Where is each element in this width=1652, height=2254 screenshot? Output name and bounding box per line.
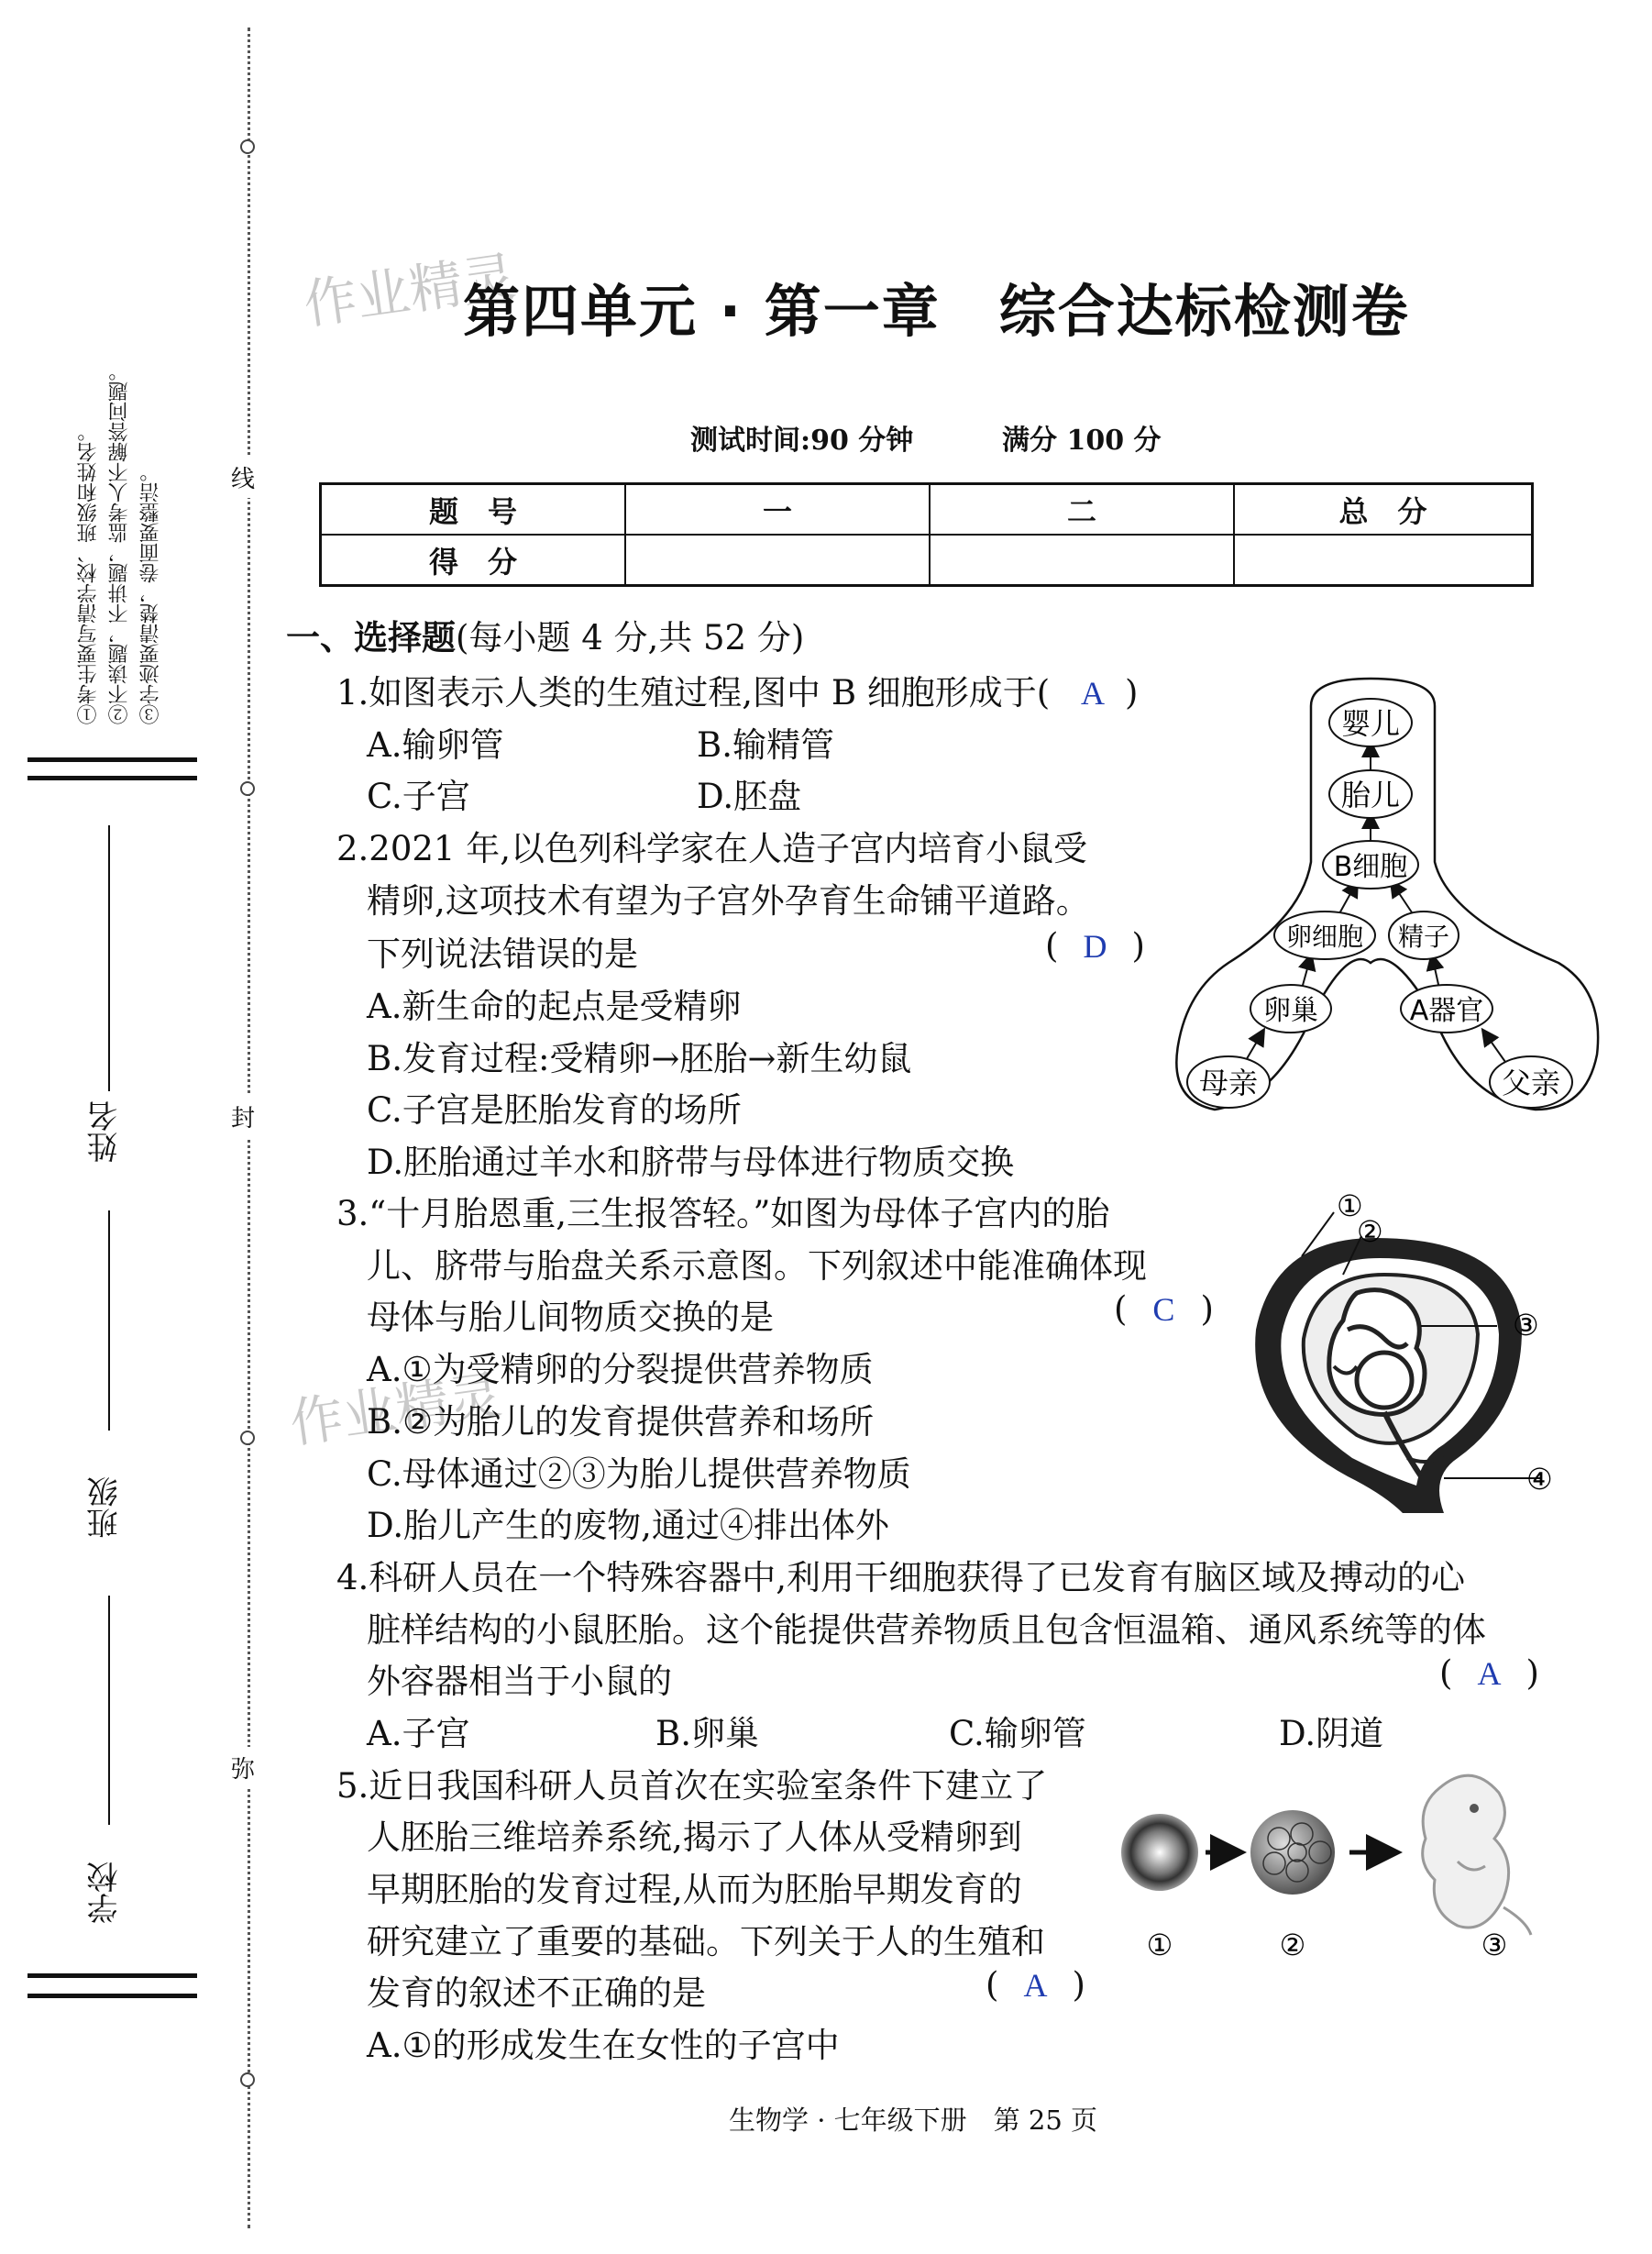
stage-label-3: ③ [1481, 1928, 1508, 1962]
exam-notes [73, 293, 167, 724]
q1-answer: A [1080, 675, 1105, 712]
q1-option-b: B.输精管 [697, 725, 834, 765]
name-field-label: 姓名 [87, 1100, 124, 1163]
node-egg-label: 卵细胞 [1285, 922, 1364, 952]
q2-stem-line3: 下列说法错误的是 [367, 934, 638, 974]
double-rule-top [28, 776, 197, 780]
name-underline [108, 825, 110, 1091]
q4-stem-line1: 4.科研人员在一个特殊容器中,利用干细胞获得了已发育有脑区域及搏动的心 [336, 1558, 1466, 1597]
note-3: ③字迹要清楚，卷面要整洁。 [139, 462, 162, 724]
score-input-cell[interactable] [930, 535, 1234, 586]
q2-stem-line2: 精卵,这项技术有望为子宫外孕育生命铺平道路。 [367, 881, 1090, 921]
q3-option-d: D.胎儿产生的废物,通过④排出体外 [367, 1506, 889, 1545]
page-footer: 生物学 · 七年级下册 第 25 页 [729, 2105, 1097, 2136]
q4-stem-line2: 脏样结构的小鼠胚胎。这个能提供营养物质且包含恒温箱、通风系统等的体 [367, 1610, 1486, 1650]
score-input-cell[interactable] [1234, 535, 1533, 586]
seal-circle [240, 139, 255, 154]
stage-label-2: ② [1279, 1928, 1306, 1962]
score-table-cell: 得 分 [321, 535, 626, 586]
score-table-cell: 总 分 [1234, 484, 1533, 536]
node-fetus-label: 胎儿 [1340, 778, 1401, 812]
note-2: ②不读题，不讲题，监考人不解答问题。 [108, 361, 131, 724]
q2-stem-line1: 2.2021 年,以色列科学家在人造子宫内培育小鼠受 [336, 829, 1087, 868]
full-score: 满分 100 分 [1002, 425, 1162, 457]
double-rule-top [28, 757, 197, 762]
embryo-image [1423, 1775, 1509, 1928]
seal-char-line: 线 [231, 457, 255, 498]
q5-option-a: A.①的形成发生在女性的子宫中 [367, 2026, 840, 2065]
stage-label-1: ① [1146, 1928, 1173, 1962]
label-1: ① [1337, 1188, 1363, 1223]
class-field-label: 班级 [87, 1476, 124, 1539]
zygote-image [1121, 1814, 1198, 1891]
school-field-label: 学校 [87, 1862, 124, 1924]
q3-stem-line1: 3.“十月胎恩重,三生报答轻。”如图为母体子宫内的胎 [336, 1194, 1110, 1233]
q3-answer: C [1152, 1291, 1175, 1328]
label-3: ③ [1513, 1308, 1539, 1342]
score-table-cell: 题 号 [321, 484, 626, 536]
seal-circle [240, 1431, 255, 1445]
double-rule-bottom [28, 1994, 197, 1998]
morula-image [1250, 1810, 1335, 1895]
seal-circle [240, 781, 255, 796]
q2-option-c: C.子宫是胚胎发育的场所 [367, 1090, 742, 1130]
q1-option-d: D.胚盘 [697, 777, 802, 816]
q3-option-a: A.①为受精卵的分裂提供营养物质 [367, 1350, 874, 1389]
section-note: (每小题 4 分,共 52 分) [456, 618, 805, 657]
node-mother-label: 母亲 [1198, 1066, 1259, 1100]
class-underline [108, 1210, 110, 1431]
q4-option-a: A.子宫 [367, 1714, 470, 1753]
seal-char-close: 弥 [231, 1747, 255, 1788]
node-sperm-label: 精子 [1397, 922, 1450, 952]
q3-option-b: B.②为胎儿的发育提供营养和场所 [367, 1402, 875, 1442]
score-table [319, 482, 1534, 587]
node-b-cell-label: B细胞 [1333, 851, 1408, 883]
q1-stem [336, 665, 1138, 714]
watermark: 作业精灵 [300, 245, 520, 337]
section-heading [286, 610, 804, 659]
section-title: 一、选择题 [286, 618, 456, 657]
node-organ-a-label: A器官 [1409, 995, 1484, 1027]
reproduction-process-diagram [1173, 669, 1613, 1146]
q5-stem-line3: 早期胚胎的发育过程,从而为胚胎早期发育的 [367, 1870, 1022, 1909]
score-table-cell: 一 [625, 484, 930, 536]
watermark: 作业精灵 [286, 1364, 506, 1455]
q3-stem-line3: 母体与胎儿间物质交换的是 [367, 1298, 774, 1337]
q4-option-c: C.输卵管 [949, 1714, 1086, 1753]
school-underline [108, 1596, 110, 1825]
embryo-development-diagram [1109, 1751, 1558, 1972]
q5-stem-line1: 5.近日我国科研人员首次在实验室条件下建立了 [336, 1766, 1048, 1806]
q2-option-d: D.胚胎通过羊水和脐带与母体进行物质交换 [367, 1143, 1015, 1182]
q4-option-b: B.卵巢 [655, 1714, 759, 1753]
q4-answer: A [1477, 1655, 1502, 1692]
node-baby-label: 婴儿 [1340, 706, 1401, 741]
note-1: ①考生要写清学校、班级和姓名。 [77, 422, 100, 724]
score-table-cell: 二 [930, 484, 1234, 536]
q5-answer-bracket: ( A ) [986, 1965, 1085, 2005]
q3-answer-bracket: ( C ) [1114, 1289, 1214, 1329]
q4-answer-bracket: ( A ) [1439, 1653, 1539, 1693]
page-title: 第四单元 · 第一章 综合达标检测卷 [463, 278, 1410, 345]
q5-stem-line4: 研究建立了重要的基础。下列关于人的生殖和 [367, 1922, 1045, 1961]
q4-stem-line3: 外容器相当于小鼠的 [367, 1662, 672, 1701]
seal-circle [240, 2072, 255, 2087]
q2-answer-bracket: ( D ) [1045, 926, 1145, 966]
q1-option-c: C.子宫 [367, 777, 470, 816]
q2-option-a: A.新生命的起点是受精卵 [367, 987, 742, 1026]
label-2: ② [1357, 1214, 1383, 1249]
q1-stem-text: 1.如图表示人类的生殖过程,图中 B 细胞形成于( [336, 673, 1051, 713]
q1-option-a: A.输卵管 [367, 725, 504, 765]
score-input-cell[interactable] [625, 535, 930, 586]
q2-answer: D [1083, 928, 1107, 965]
seal-char-seal: 封 [231, 1096, 255, 1137]
q3-option-c: C.母体通过②③为胎儿提供营养物质 [367, 1454, 911, 1494]
q5-stem-line2: 人胚胎三维培养系统,揭示了人体从受精卵到 [367, 1818, 1022, 1857]
q5-answer: A [1023, 1967, 1048, 2004]
q5-stem-line5: 发育的叙述不正确的是 [367, 1973, 706, 2013]
q3-stem-line2: 儿、脐带与胎盘关系示意图。下列叙述中能准确体现 [367, 1246, 1147, 1286]
q2-option-b: B.发育过程:受精卵→胚胎→新生幼鼠 [367, 1039, 912, 1078]
node-ovary-label: 卵巢 [1263, 995, 1318, 1027]
q1-close: ) [1124, 673, 1139, 713]
label-4: ④ [1526, 1462, 1553, 1497]
q4-option-d: D.阴道 [1279, 1714, 1384, 1753]
uterus-fetus-diagram [1247, 1183, 1558, 1513]
test-time: 测试时间:90 分钟 [690, 425, 914, 457]
node-father-label: 父亲 [1501, 1066, 1561, 1100]
double-rule-bottom [28, 1973, 197, 1978]
